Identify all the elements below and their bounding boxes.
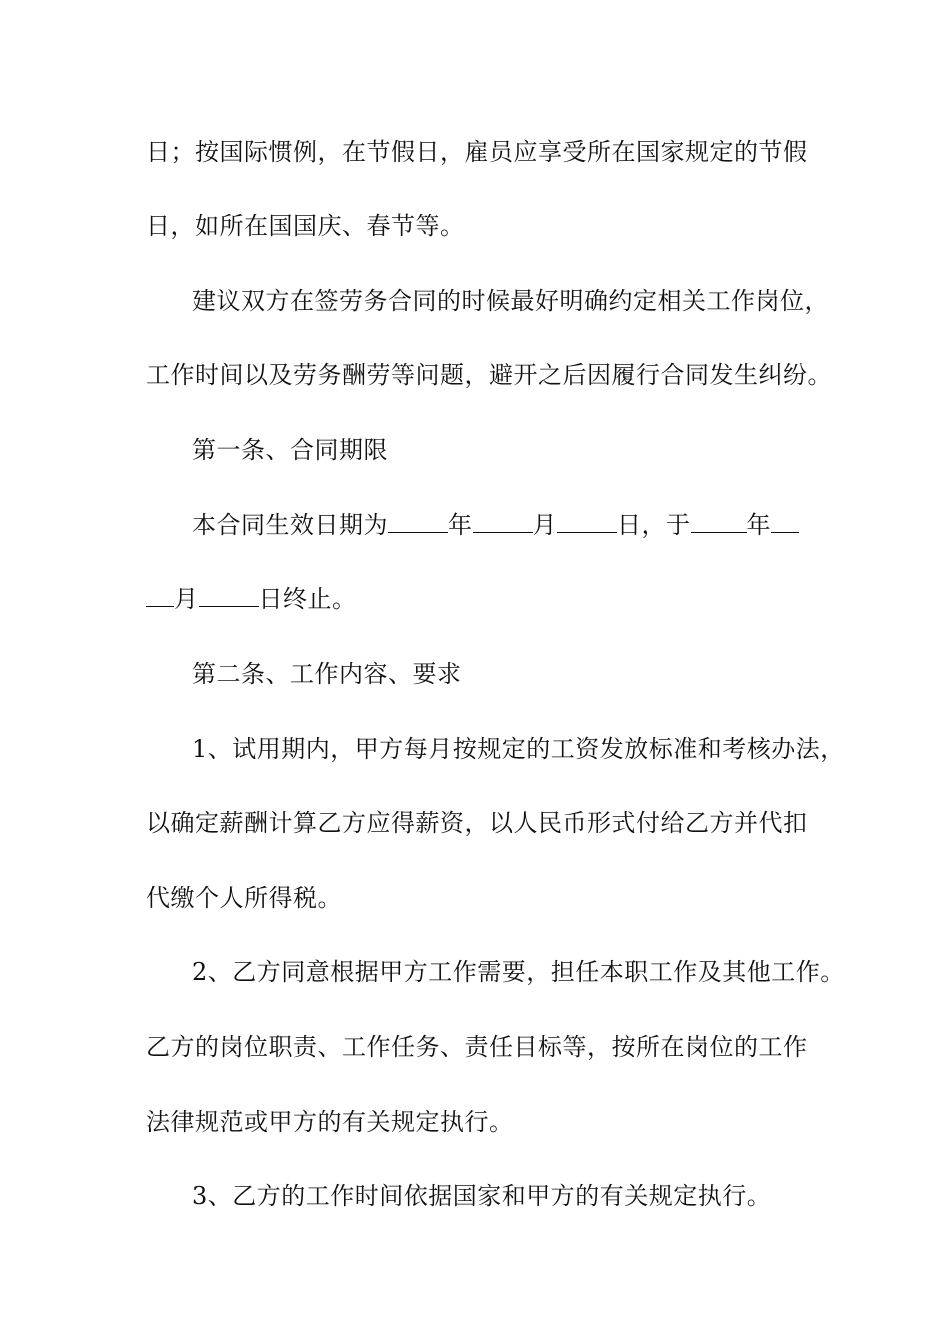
term-year-label: 年 — [448, 511, 473, 539]
paragraph-line: 法律规范或甲方的有关规定执行。 — [146, 1108, 514, 1136]
term-end-label: 日终止。 — [258, 585, 357, 613]
section-heading-contract-term: 第一条、合同期限 — [192, 436, 388, 464]
paragraph-line: 2、乙方同意根据甲方工作需要，担任本职工作及其他工作。 — [192, 958, 845, 986]
blank-start-month — [473, 510, 533, 533]
paragraph-line: 3、乙方的工作时间依据国家和甲方的有关规定执行。 — [192, 1182, 772, 1210]
paragraph-line: 乙方的岗位职责、工作任务、责任目标等，按所在岗位的工作 — [146, 1033, 808, 1061]
term-day-label: 日，于 — [617, 511, 691, 539]
paragraph-line: 1、试用期内，甲方每月按规定的工资发放标准和考核办法， — [192, 735, 845, 763]
blank-end-day — [199, 584, 259, 607]
paragraph-line: 建议双方在签劳务合同的时候最好明确约定相关工作岗位， — [192, 287, 829, 315]
section-heading-work-content: 第二条、工作内容、要求 — [192, 660, 462, 688]
paragraph-line: 日；按国际惯例，在节假日，雇员应享受所在国家规定的节假 — [146, 138, 808, 166]
contract-term-line-2 — [146, 584, 357, 614]
blank-end-month-part1 — [771, 510, 799, 533]
blank-start-year — [388, 510, 448, 533]
term-prefix: 本合同生效日期为 — [192, 511, 388, 539]
blank-start-day — [557, 510, 617, 533]
term-month2-label: 月 — [174, 585, 199, 613]
term-year2-label: 年 — [746, 511, 771, 539]
paragraph-line: 工作时间以及劳务酬劳等问题，避开之后因履行合同发生纠纷。 — [146, 361, 832, 389]
blank-end-year — [691, 510, 747, 533]
paragraph-line: 以确定薪酬计算乙方应得薪资，以人民币形式付给乙方并代扣 — [146, 809, 808, 837]
term-month-label: 月 — [532, 511, 557, 539]
contract-term-line-1 — [192, 510, 799, 540]
paragraph-line: 日，如所在国国庆、春节等。 — [146, 212, 465, 240]
paragraph-line: 代缴个人所得税。 — [146, 884, 342, 912]
blank-end-month-part2 — [146, 584, 174, 607]
